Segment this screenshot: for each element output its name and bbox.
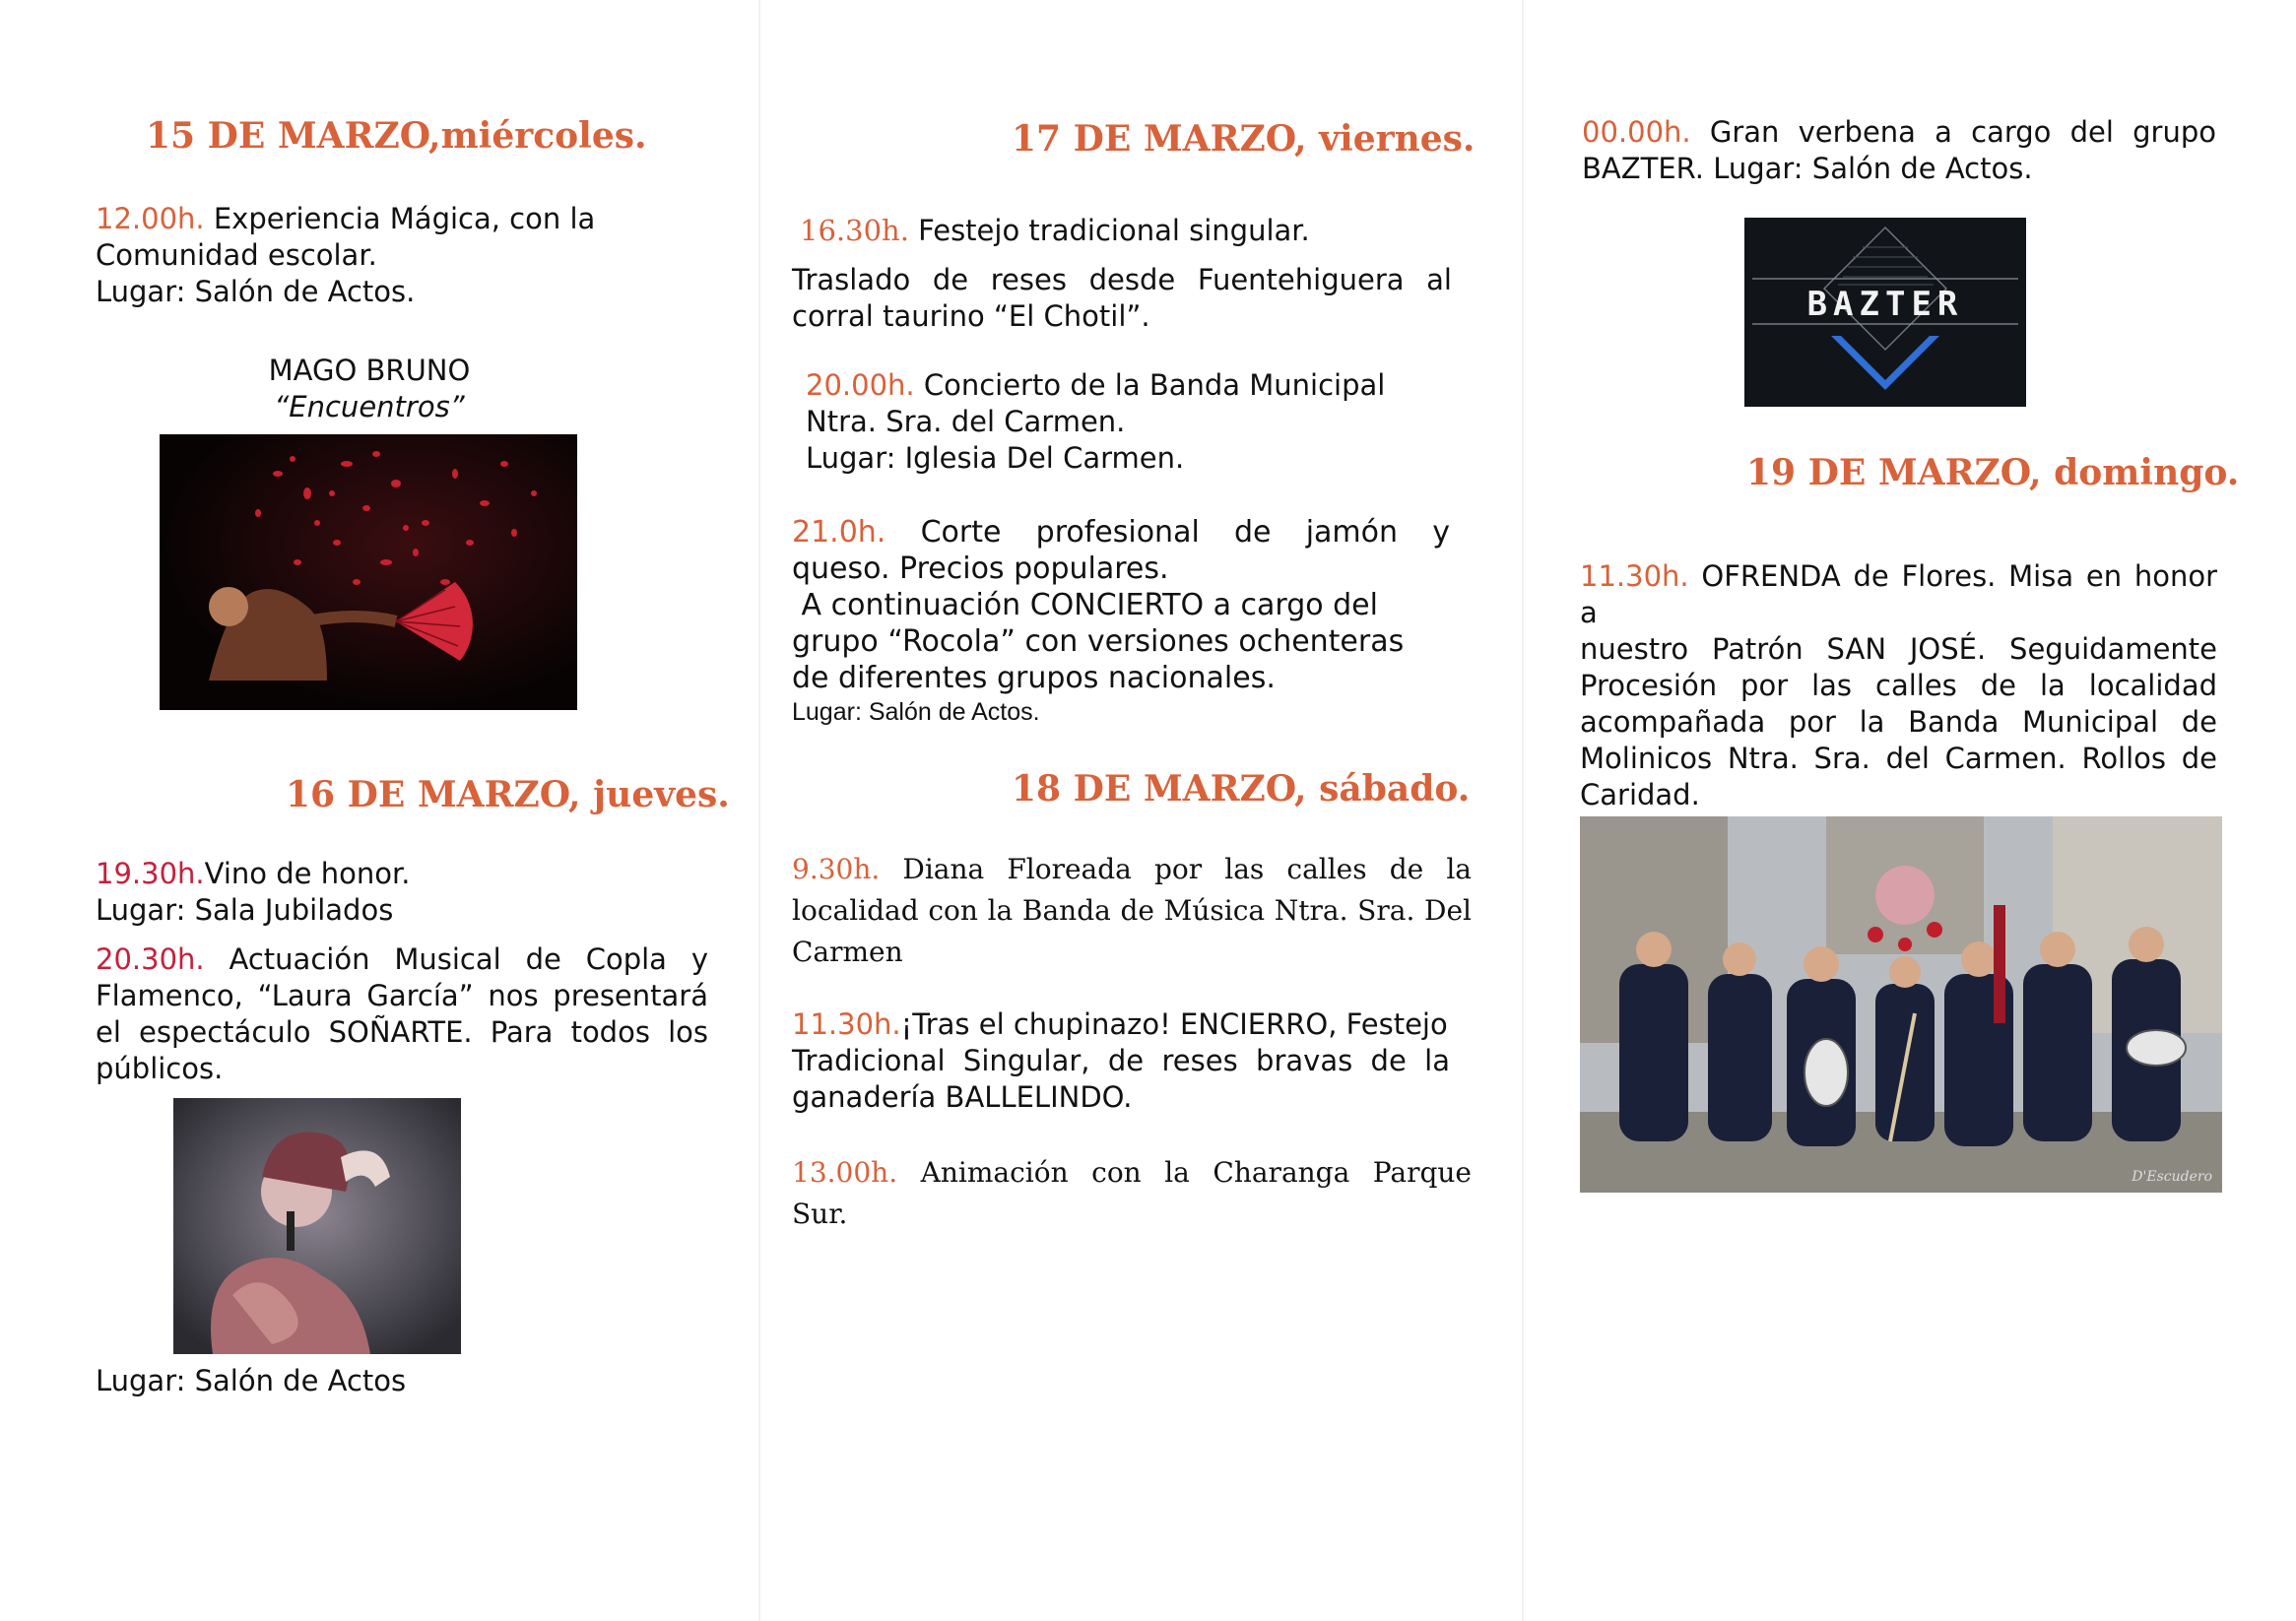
event-text: Diana Floreada por las calles de la <box>902 853 1472 885</box>
event-text: grupo “Rocola” con versiones ochenteras <box>792 624 1405 659</box>
event-text: Comunidad escolar. <box>96 238 377 272</box>
event-text: A continuación CONCIERTO a cargo del <box>801 588 1378 622</box>
event-ofrenda <box>1580 558 2217 813</box>
event-text: Actuación Musical de Copla y <box>229 942 709 976</box>
heading-18-marzo: 18 DE MARZO, sábado. <box>1012 768 1471 810</box>
show-name: “Encuentros” <box>274 390 465 423</box>
event-text: acompañada por la Banda Municipal de <box>1580 705 2217 739</box>
event-text: Gran verbena a cargo del grupo <box>1709 115 2217 149</box>
event-text: Corte profesional de jamón y <box>920 515 1450 550</box>
performer-caption <box>161 353 578 425</box>
photo-credit: D'Escudero <box>2132 1169 2212 1185</box>
event-text: localidad con la Banda de Música Ntra. Sra. Del <box>792 894 1472 927</box>
event-time: 00.00h. <box>1582 115 1691 149</box>
event-text: BAZTER. Lugar: Salón de Actos. <box>1582 152 2033 185</box>
event-text: Molinicos Ntra. Sra. del Carmen. Rollos de <box>1580 742 2217 775</box>
magician-photo <box>160 434 577 710</box>
event-text: OFRENDA de Flores. Misa en honor a <box>1580 559 2217 629</box>
event-time: 11.30h. <box>792 1007 901 1041</box>
performer-name: MAGO BRUNO <box>268 354 471 387</box>
bazter-logo-text: BAZTER <box>1806 285 1964 324</box>
singer-photo <box>173 1098 461 1354</box>
bazter-logo-graphic <box>1744 218 2026 407</box>
event-text: Sur. <box>792 1198 848 1230</box>
event-text: el espectáculo SOÑARTE. Para todos los <box>96 1015 708 1049</box>
event-concierto-banda <box>806 367 1456 477</box>
heading-16-marzo: 16 DE MARZO, jueves. <box>286 774 730 815</box>
singer-illustration <box>173 1098 461 1354</box>
procession-photo <box>1580 816 2222 1193</box>
event-text: Experiencia Mágica, con la <box>213 202 596 235</box>
event-time: 16.30h. <box>800 214 909 247</box>
event-text: Caridad. <box>1580 778 1700 811</box>
procession-illustration <box>1580 816 2222 1193</box>
event-jamon <box>792 514 1450 728</box>
event-festejo <box>800 213 1470 249</box>
event-text: Festejo tradicional singular. <box>918 214 1310 247</box>
event-text: Tradicional Singular, de reses bravas de la <box>792 1044 1450 1077</box>
event-place: Lugar: Salón de Actos. <box>792 698 1040 726</box>
event-place: Lugar: Salón de Actos. <box>96 275 416 308</box>
event-time: 11.30h. <box>1580 559 1689 593</box>
event-time: 12.00h. <box>96 202 205 235</box>
magician-illustration <box>160 434 577 710</box>
event-text: Concierto de la Banda Municipal <box>923 368 1386 402</box>
event-text: Traslado de reses desde Fuentehiguera al <box>792 263 1452 296</box>
event-traslado <box>792 262 1452 335</box>
event-text: queso. Precios populares. <box>792 551 1169 586</box>
event-time: 20.30h. <box>96 942 205 976</box>
heading-17-marzo: 17 DE MARZO, viernes. <box>1012 118 1476 160</box>
event-text: Carmen <box>792 936 903 968</box>
event-place: Lugar: Sala Jubilados <box>96 893 394 927</box>
event-text: ganadería BALLELINDO. <box>792 1080 1133 1114</box>
bazter-logo <box>1744 218 2026 407</box>
event-wine <box>96 856 706 929</box>
event-time: 13.00h. <box>792 1156 898 1189</box>
event-time: 9.30h. <box>792 853 881 885</box>
event-text: corral taurino “El Chotil”. <box>792 299 1150 333</box>
event-encierro <box>792 1006 1450 1116</box>
event-time: 19.30h. <box>96 857 205 890</box>
footer-place: Lugar: Salón de Actos <box>96 1364 407 1397</box>
event-text: Flamenco, “Laura García” nos presentará <box>96 979 708 1012</box>
event-magic <box>96 201 647 310</box>
event-text: Ntra. Sra. del Carmen. <box>806 405 1126 438</box>
event-time: 21.0h. <box>792 515 886 550</box>
event-place: Lugar: Iglesia Del Carmen. <box>806 441 1185 475</box>
event-copla <box>96 941 708 1087</box>
event-text: Vino de honor. <box>204 857 411 890</box>
event-time: 20.00h. <box>806 368 915 402</box>
event-verbena <box>1582 114 2216 187</box>
event-text: públicos. <box>96 1052 224 1085</box>
event-text: de diferentes grupos nacionales. <box>792 661 1276 695</box>
event-text: Animación con la Charanga Parque <box>920 1156 1472 1189</box>
event-text: Procesión por las calles de la localidad <box>1580 669 2217 702</box>
heading-19-marzo: 19 DE MARZO, domingo. <box>1746 452 2240 493</box>
event-text: ¡Tras el chupinazo! ENCIERRO, Festejo <box>900 1007 1448 1041</box>
event-charanga <box>792 1152 1472 1235</box>
event-diana <box>792 849 1472 973</box>
event-text: nuestro Patrón SAN JOSÉ. Seguidamente <box>1580 632 2217 666</box>
heading-15-marzo: 15 DE MARZO,miércoles. <box>146 115 647 157</box>
